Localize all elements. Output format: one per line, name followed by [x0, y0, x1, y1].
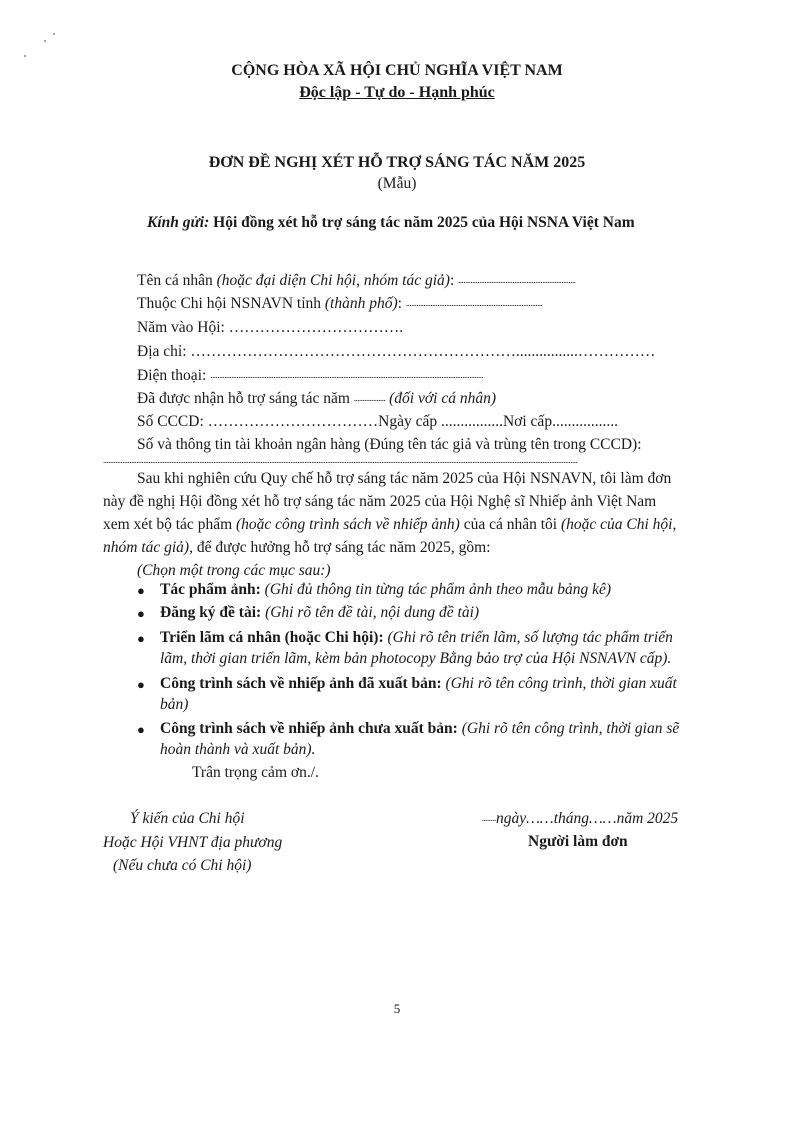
field-address	[137, 343, 655, 361]
item-4-note-cont: bản)	[160, 696, 189, 713]
item-3-note-cont: lãm, thời gian triển lãm, kèm bản photocopy Bằng bảo trợ của Hội NSNAVN cấp).	[160, 650, 672, 667]
field-year-label: Năm vào Hội:	[137, 319, 229, 336]
item-5-note-cont: hoàn thành và xuất bản).	[160, 741, 316, 758]
body-line-3b: (hoặc công trình sách về nhiếp ảnh)	[236, 516, 460, 533]
motto-heading	[0, 84, 794, 102]
motto-text: Độc lập - Tự do - Hạnh phúc	[299, 84, 495, 101]
item-4-note: (Ghi rõ tên công trình, thời gian xuất	[441, 675, 677, 692]
recipient-text: Hội đồng xét hỗ trợ sáng tác năm 2025 của Hội NSNA Việt Nam	[213, 214, 635, 231]
field-year-blank[interactable]: …………………………….	[228, 319, 404, 336]
field-bank-blank[interactable]	[103, 452, 703, 470]
field-phone-label: Điện thoại:	[137, 367, 211, 384]
field-issue-date-blank[interactable]: ................	[440, 413, 503, 430]
body-line-4	[103, 539, 491, 557]
bullet-icon: ●	[137, 583, 145, 598]
item-2	[160, 604, 479, 622]
field-received-label: Đã được nhận hỗ trợ sáng tác năm	[137, 390, 354, 407]
bullet-icon: ●	[137, 606, 145, 621]
page-number: 5	[393, 1001, 401, 1016]
left-sign-line-1: Ý kiến của Chi hội	[130, 810, 245, 827]
field-name	[137, 272, 575, 290]
body-line-2: này đề nghị Hội đồng xét hỗ trợ sáng tác năm 2025 của Hội Nghệ sĩ Nhiếp ảnh Việt Nam	[103, 493, 657, 510]
item-3-note: (Ghi rõ tên triển lãm, số lượng tác phẩm triển	[383, 629, 673, 646]
field-bank: Số và thông tin tài khoản ngân hàng (Đúng tên tác giả và trùng tên trong CCCD):	[137, 436, 642, 453]
field-address-blank[interactable]: ………………………………………………………................……………	[190, 343, 656, 360]
body-line-3c: của cá nhân tôi	[459, 516, 561, 533]
item-4-title: Công trình sách về nhiếp ảnh đã xuất bản:	[160, 675, 442, 692]
body-line-4a: nhóm tác giả)	[103, 539, 190, 556]
field-branch-note: (thành phố)	[324, 295, 398, 312]
item-3-title: Triển lãm cá nhân (hoặc Chi hội):	[160, 629, 384, 646]
item-1-title: Tác phẩm ảnh:	[160, 581, 261, 598]
field-issue-date-label: Ngày cấp	[378, 413, 441, 430]
bullet-icon: ●	[137, 722, 145, 737]
item-2-note: (Ghi rõ tên đề tài, nội dung đề tài)	[261, 604, 480, 621]
field-received	[137, 390, 496, 408]
choose-instruction: (Chọn một trong các mục sau:)	[137, 562, 331, 579]
field-branch-colon: :	[397, 295, 402, 312]
form-title: ĐƠN ĐỀ NGHỊ XÉT HỖ TRỢ SÁNG TÁC NĂM 2025	[208, 154, 586, 171]
bullet-icon: ●	[137, 677, 145, 692]
field-cccd-blank[interactable]: ……………………………	[207, 413, 379, 430]
item-5	[160, 720, 679, 738]
body-line-1: Sau khi nghiên cứu Quy chế hỗ trợ sáng tác năm 2025 của Hội NSNAVN, tôi làm đơn	[137, 470, 672, 487]
field-year	[137, 319, 403, 337]
signer-label: Người làm đơn	[528, 833, 628, 850]
date-line	[482, 810, 678, 828]
item-4	[160, 675, 677, 693]
field-branch-label: Thuộc Chi hội NSNAVN tỉnh	[137, 295, 325, 312]
field-bank-dots: ...............................................................................................................................................................................................................................................................................	[103, 455, 578, 465]
field-cccd	[137, 413, 618, 431]
recipient-label: Kính gửi:	[147, 214, 210, 231]
field-received-blank[interactable]: ..................	[353, 393, 386, 403]
scan-speck	[44, 40, 46, 42]
field-name-label: Tên cá nhân	[137, 272, 217, 289]
nation-heading: CỘNG HÒA XÃ HỘI CHỦ NGHĨA VIỆT NAM	[231, 62, 563, 79]
item-5-title: Công trình sách về nhiếp ảnh chưa xuất bản:	[160, 720, 458, 737]
scan-speck	[53, 33, 55, 35]
field-name-blank[interactable]: ...................................................................	[458, 275, 576, 285]
item-1	[160, 581, 611, 599]
item-2-title: Đăng ký đề tài:	[160, 604, 262, 621]
date-place-blank[interactable]: ........	[482, 813, 496, 823]
closing-text: Trân trọng cảm ơn./.	[192, 764, 319, 781]
left-sign-line-3: (Nếu chưa có Chi hội)	[113, 857, 252, 874]
field-branch-blank[interactable]: ..............................................................................	[405, 298, 543, 308]
body-line-3d: (hoặc của Chi hội,	[560, 516, 677, 533]
body-line-3	[103, 516, 676, 534]
date-text: ngày……tháng……năm 2025	[496, 810, 679, 827]
field-branch	[137, 295, 542, 313]
item-5-note: (Ghi rõ tên công trình, thời gian sẽ	[457, 720, 680, 737]
field-phone-blank[interactable]: ............................................................................................................................................................	[210, 370, 484, 380]
item-1-note: (Ghi đủ thông tin từng tác phẩm ảnh theo mẫu bảng kê)	[260, 581, 612, 598]
scan-speck	[24, 55, 26, 57]
field-issue-place-blank[interactable]: .................	[552, 413, 618, 430]
body-line-4b: , để được hưởng hỗ trợ sáng tác năm 2025, gồm:	[189, 539, 491, 556]
field-cccd-label: Số CCCD:	[137, 413, 208, 430]
recipient-line	[147, 214, 635, 232]
body-line-3a: xem xét bộ tác phẩm	[103, 516, 236, 533]
field-name-note: (hoặc đại diện Chi hội, nhóm tác giả)	[216, 272, 450, 289]
field-issue-place-label: Nơi cấp	[502, 413, 553, 430]
field-address-label: Địa chỉ:	[137, 343, 191, 360]
bullet-icon: ●	[137, 631, 145, 646]
form-subtitle: (Mẫu)	[377, 175, 417, 192]
field-received-note: (đối với cá nhân)	[385, 390, 496, 407]
item-3	[160, 629, 673, 647]
field-phone	[137, 367, 483, 385]
left-sign-line-2: Hoặc Hội VHNT địa phương	[103, 834, 283, 851]
field-name-colon: :	[449, 272, 455, 289]
